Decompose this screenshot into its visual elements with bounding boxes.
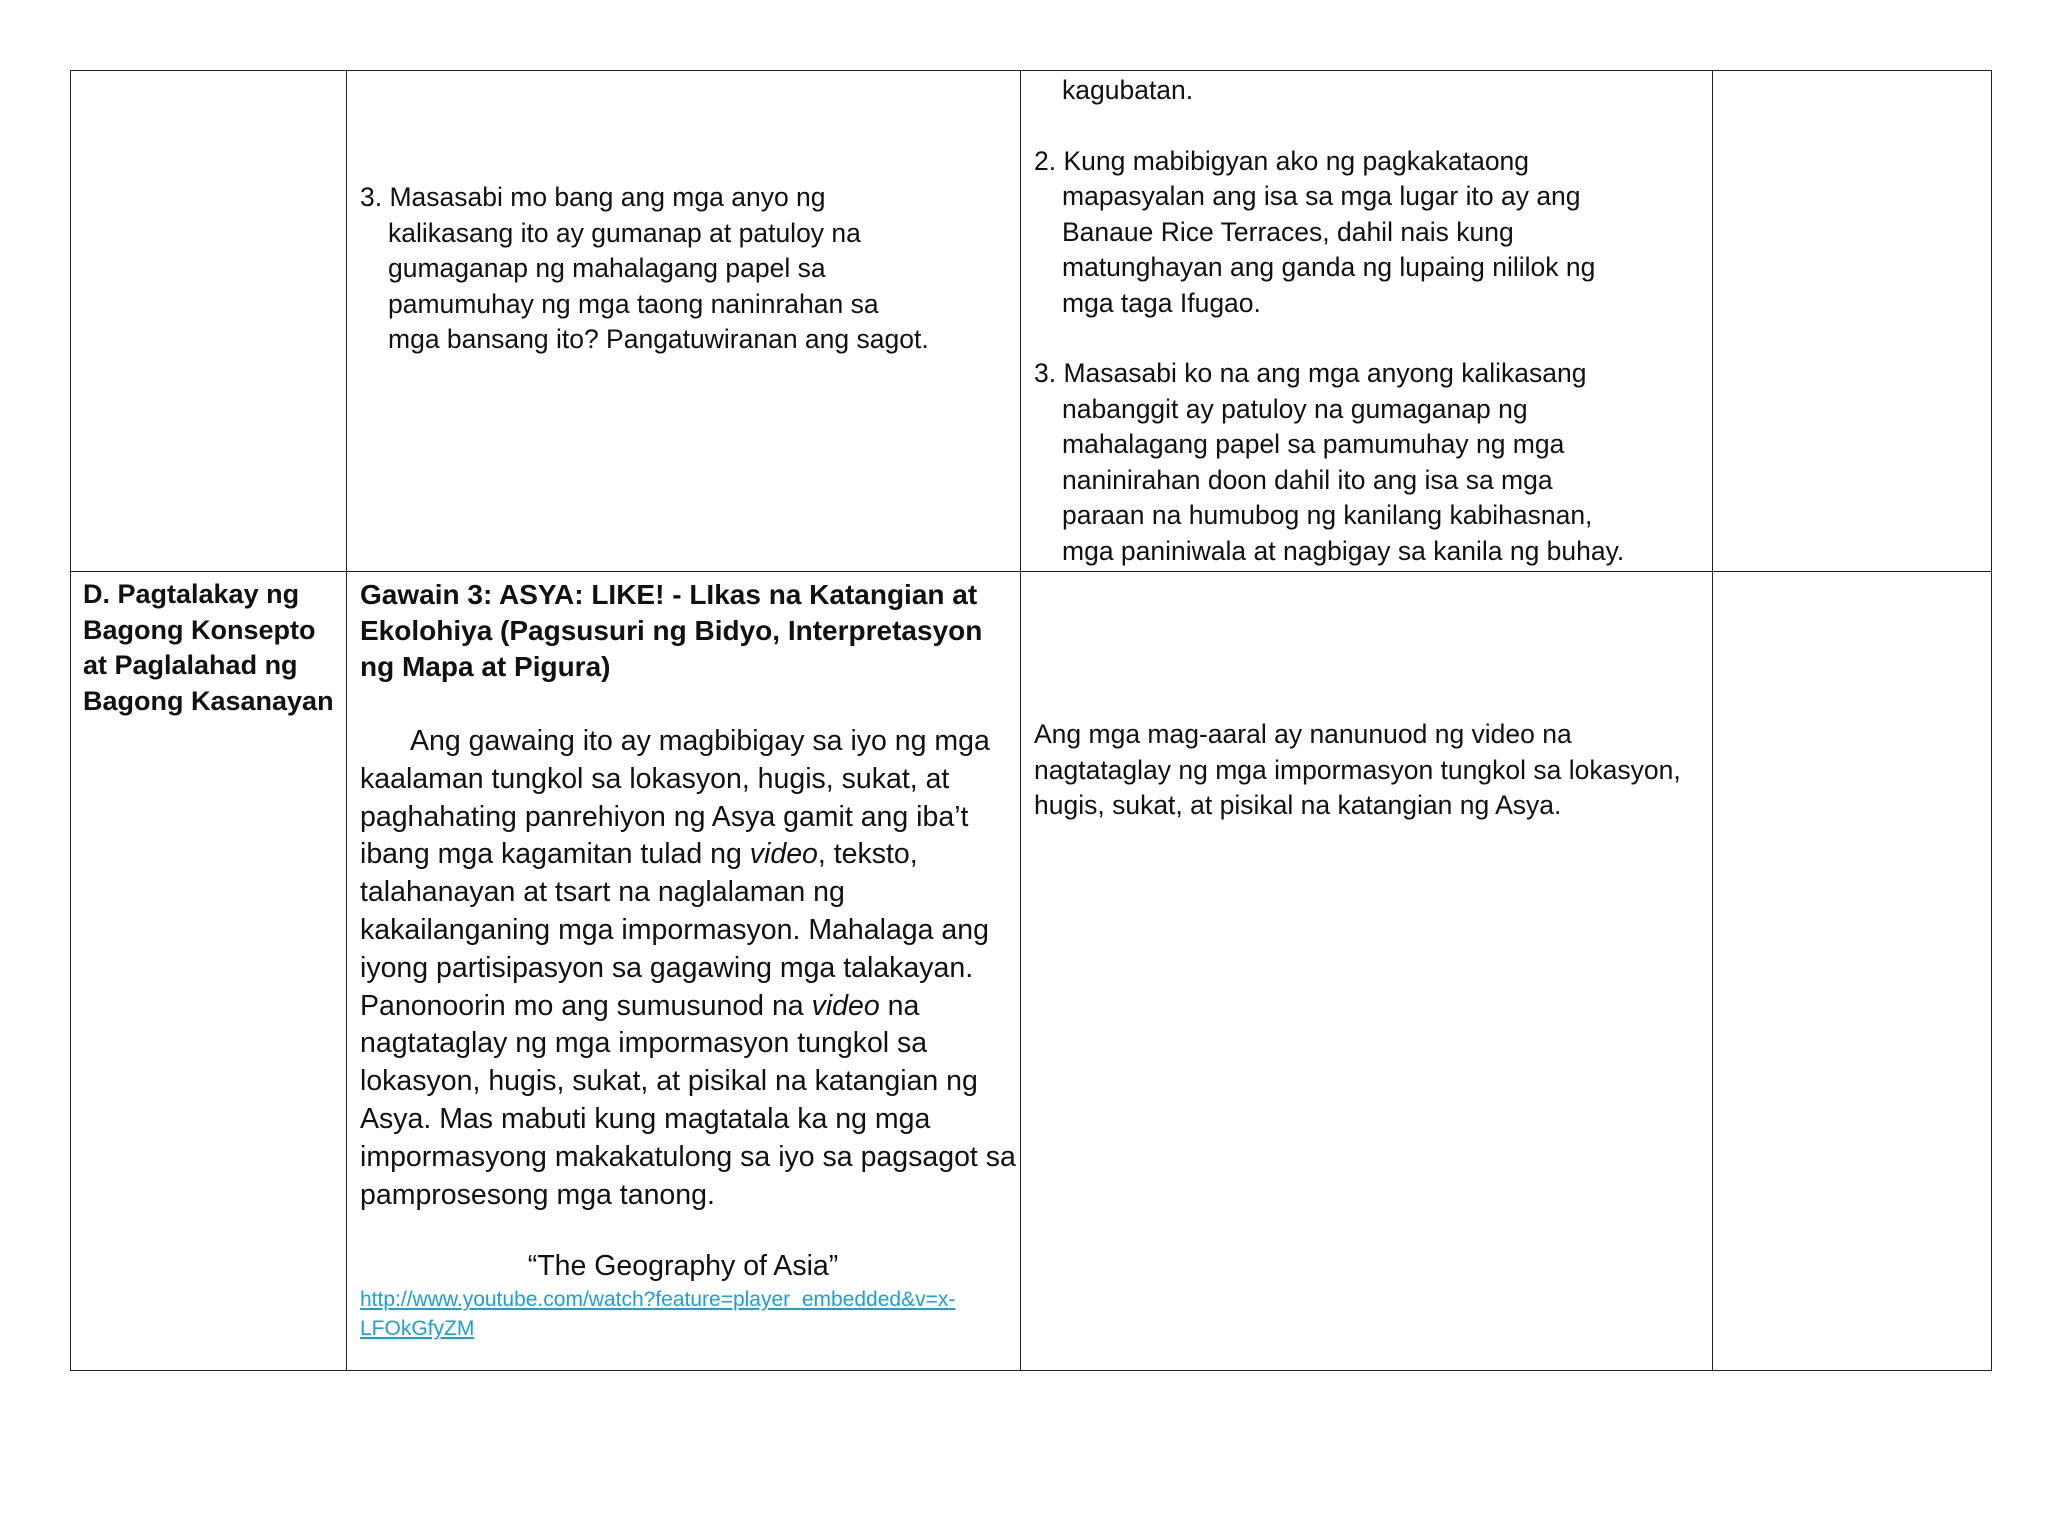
- paragraph-text: Panonoorin mo ang sumusunod na: [360, 989, 812, 1022]
- paragraph-line: paghahating panrehiyon ng Asya gamit ang iba’t: [360, 800, 969, 833]
- paragraph-line: iyong partisipasyon sa gagawing mga talakayan.: [360, 951, 974, 984]
- section-label-line: Bagong Konsepto: [83, 614, 316, 645]
- answer-3-line: 3. Masasabi ko na ang mga anyong kalikasang: [1034, 358, 1587, 388]
- label-cell: [71, 572, 347, 1371]
- lesson-plan-table: [70, 70, 1992, 1371]
- question-3-line: 3. Masasabi mo bang ang mga anyo ng: [360, 182, 826, 212]
- paragraph-line: talahanayan at tsart na naglalaman ng: [360, 876, 845, 909]
- answer-2-line: matunghayan ang ganda ng lupaing nililok ng: [1062, 252, 1596, 282]
- paragraph-line: pamprosesong mga tanong.: [360, 1178, 715, 1211]
- response-line: nagtataglay ng mga impormasyon tungkol sa lokasyon,: [1034, 754, 1681, 785]
- paragraph-text: , teksto,: [817, 838, 918, 871]
- section-label-line: D. Pagtalakay ng: [83, 579, 300, 609]
- remarks-cell-empty: [1713, 71, 1992, 572]
- paragraph-line: Asya. Mas mabuti kung magtatala ka ng mga: [360, 1102, 931, 1135]
- section-label-line: at Paglalahad ng: [83, 650, 298, 680]
- section-label-line: Bagong Kasanayan: [83, 685, 334, 716]
- video-citation: “The Geography of Asia”: [527, 1250, 839, 1283]
- answer-3-line: nabanggit ay patuloy na gumaganap ng: [1062, 393, 1528, 424]
- question-3-line: kalikasang ito ay gumanap at patuloy na: [388, 217, 861, 248]
- answer-2-line: Banaue Rice Terraces, dahil nais kung: [1062, 216, 1514, 247]
- answer-2-line: 2. Kung mabibigyan ako ng pagkakataong: [1034, 145, 1530, 176]
- video-link-line: http://www.youtube.com/watch?feature=player_embedded&v=x-: [360, 1288, 956, 1312]
- remarks-cell-empty: [1713, 572, 1992, 1371]
- paragraph-line: [360, 836, 1020, 874]
- paragraph-line: nagtataglay ng mga impormasyon tungkol sa: [360, 1027, 928, 1060]
- activity-title-line: ng Mapa at Pigura): [360, 651, 611, 682]
- paragraph-line: impormasyong makakatulong sa iyo sa pagsagot sa: [360, 1140, 1016, 1173]
- response-cell: [1021, 572, 1713, 1371]
- paragraph-line: [360, 988, 1020, 1026]
- paragraph-line: lokasyon, hugis, sukat, at pisikal na katangian ng: [360, 1065, 978, 1098]
- answer-3-line: mahalagang papel sa pamumuhay ng mga: [1062, 429, 1565, 459]
- paragraph-text: na: [879, 989, 920, 1022]
- label-cell-empty: [71, 71, 347, 572]
- table-row: [71, 572, 1992, 1371]
- answer-3-line: naninirahan doon dahil ito ang isa sa mga: [1062, 464, 1553, 495]
- response-line: Ang mga mag-aaral ay nanunuod ng video na: [1034, 719, 1572, 749]
- answer-2-line: mapasyalan ang isa sa mga lugar ito ay ang: [1062, 181, 1581, 211]
- activity-title-line: Gawain 3: ASYA: LIKE! - LIkas na Katangian at: [360, 579, 978, 610]
- paragraph-line: Ang gawaing ito ay magbibigay sa iyo ng mga: [410, 725, 990, 757]
- question-cell: [347, 71, 1021, 572]
- question-3-line: mga bansang ito? Pangatuwiranan ang sagot.: [388, 324, 929, 354]
- video-link-line: LFOkGfyZM: [360, 1317, 475, 1341]
- answer-3-line: paraan na humubog ng kanilang kabihasnan,: [1062, 500, 1593, 530]
- table-row: [71, 71, 1992, 572]
- paragraph-line: kakailanganing mga impormasyon. Mahalaga ang: [360, 913, 989, 946]
- paragraph-text: ibang mga kagamitan tulad ng: [360, 838, 750, 871]
- question-3-line: gumaganap ng mahalagang papel sa: [388, 253, 826, 283]
- activity-title-line: Ekolohiya (Pagsusuri ng Bidyo, Interpretasyon: [360, 615, 983, 646]
- answer-2-line: mga taga Ifugao.: [1062, 287, 1261, 318]
- answer-cell: [1021, 71, 1713, 572]
- answer-1-tail: kagubatan.: [1062, 75, 1194, 105]
- paragraph-line: kaalaman tungkol sa lokasyon, hugis, sukat, at: [360, 762, 950, 795]
- emphasis-video: video: [811, 989, 880, 1022]
- activity-cell: [347, 572, 1021, 1371]
- emphasis-video: video: [749, 838, 818, 871]
- answer-3-line: mga paniniwala at nagbigay sa kanila ng buhay.: [1062, 535, 1625, 566]
- video-link[interactable]: [360, 1285, 1020, 1343]
- question-3-line: pamumuhay ng mga taong naninrahan sa: [388, 288, 879, 319]
- response-line: hugis, sukat, at pisikal na katangian ng Asya.: [1034, 790, 1562, 820]
